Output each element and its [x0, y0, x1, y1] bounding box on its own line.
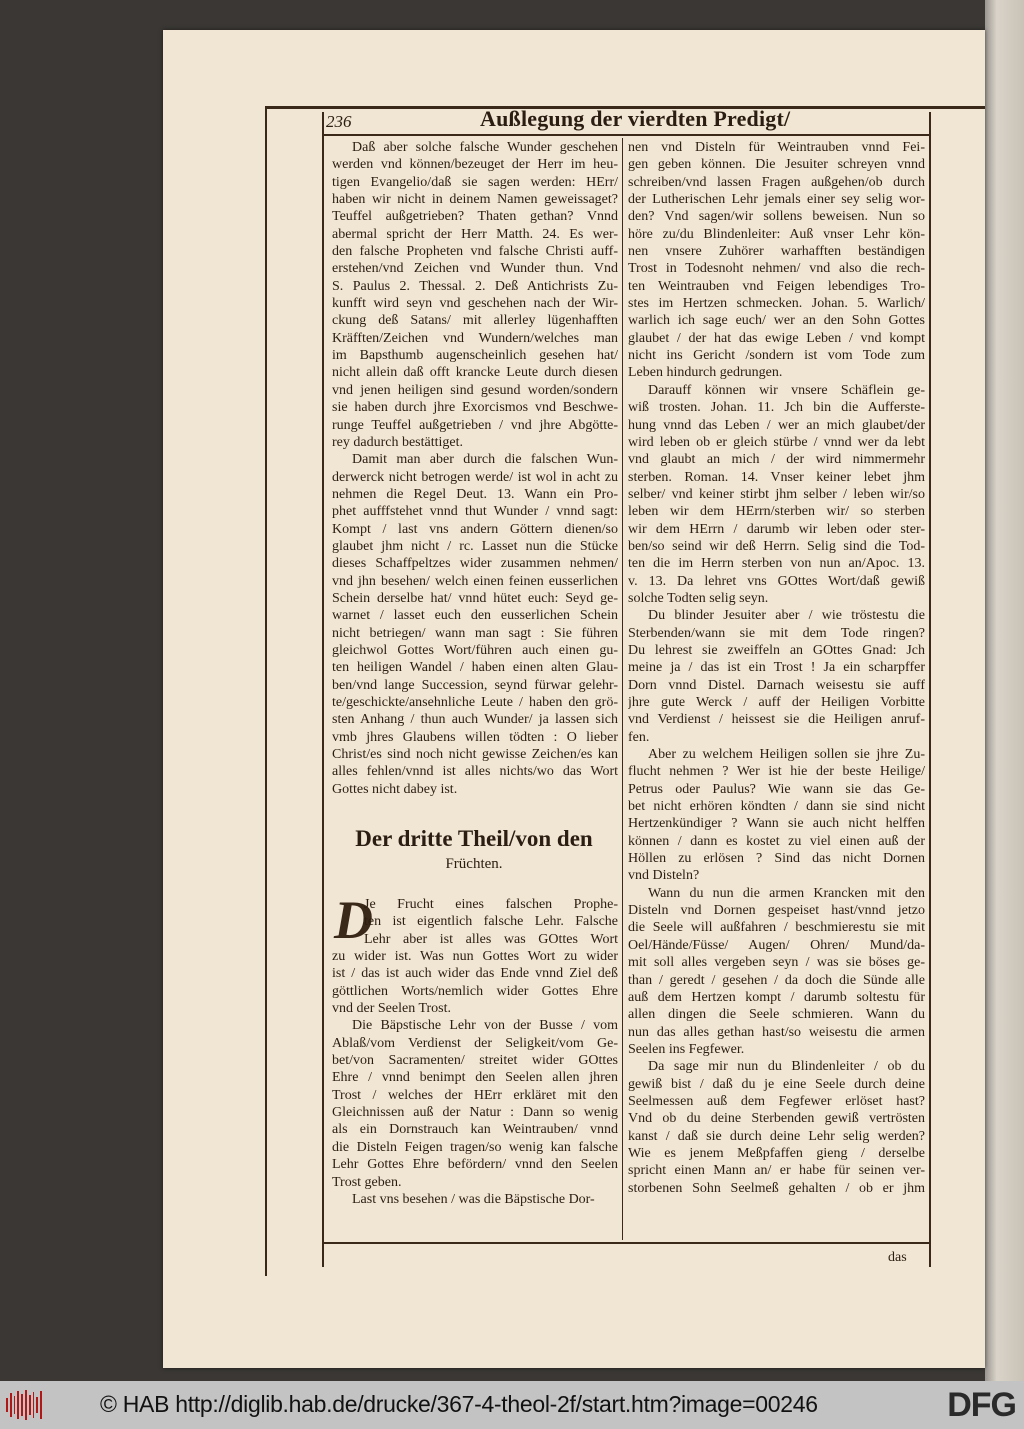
text-line: vmb jhres Glaubens willen tödten : O lieber	[332, 729, 618, 745]
text-line: nehmen die Regel Deut. 13. Wann ein Pro-	[332, 486, 618, 502]
text-line: Teuffel außgetrieben? Thaten gethan? Vnnd	[332, 209, 618, 225]
text-line: der Lutherischen Lehr jemals einer sey selig wor-	[628, 192, 925, 208]
section-heading: Der dritte Theil/von den	[355, 826, 593, 851]
text-line: ckung deß Satans/ mit allerley lügenhafften	[332, 313, 618, 329]
text-line: können / dann es kostet zu viel einen auß der	[628, 833, 925, 849]
text-line: Ablaß/vom Verdienst der Seligkeit/vom Ge-	[332, 1035, 618, 1051]
page-number: 236	[326, 112, 352, 131]
text-line: ten heiligen Wandel / haben einen alten Glau-	[332, 660, 618, 676]
text-line: nicht allein daß offt krancke Leute durch diesen	[332, 365, 618, 381]
text-line: Darauff können wir vnsere Schäflein ge-	[648, 382, 925, 398]
text-line: Du lehrest sie zweiffeln an GOttes Gnad: Jch	[628, 642, 925, 658]
text-line: kanst / daß sie durch deine Lehr selig werden?	[628, 1128, 925, 1144]
text-line: hung vnnd das Leben / wer an mich glaubet/der	[628, 417, 925, 433]
text-line: nen vnsere Zuhörer warhafften beständigen	[628, 244, 925, 260]
text-line: Gleichnissen auß der Natur : Dann so wenig	[332, 1105, 618, 1121]
text-line: alles fehlen/vnnd ist alles nichts/wo das Wort	[332, 764, 618, 780]
text-line: jhre gute Werck / auff der Heiligen Vorbitte	[628, 695, 925, 710]
text-line: Dorn vnnd Distel. Darnach weisestu sie auff	[628, 677, 925, 693]
text-line: Höllen zu erlösen ? Sind das nicht Dornen	[628, 851, 925, 867]
text-line: gen geben können. Die Jesuiter schreyen vnnd	[628, 157, 925, 173]
text-line: derwerck nicht betrogen werde/ ist wol in acht zu	[332, 469, 618, 485]
text-line: Hertzenkündiger ? Wann sie auch nicht helffen	[628, 816, 925, 832]
text-line: te/geschickte/ansehnliche Leute / haben den grö-	[332, 695, 618, 710]
text-line: S. Paulus 2. Thessal. 2. Deß Antichrists Zu-	[332, 278, 618, 294]
outer-left-rule	[265, 106, 267, 1276]
text-line: Oel/Hände/Füsse/ Augen/ Ohren/ Mund/da-	[628, 937, 925, 953]
text-line: Aber zu welchem Heiligen sollen sie jhre Zu-	[648, 747, 925, 763]
footer-bar	[0, 1381, 1024, 1429]
text-line: göttlichen Worts/nemlich wider Gottes Ehre	[332, 983, 618, 999]
text-line: Lehr Gottes Ehre befördern/ vnnd den Seelen	[332, 1157, 618, 1173]
drop-cap: D	[334, 890, 373, 950]
text-line: Kompt / last vns andern Göttern dienen/so	[332, 521, 618, 537]
text-line: vnd Disteln?	[628, 868, 700, 884]
text-line: vnd jhn besehen/ welch einen feinen eusserlichen	[332, 573, 618, 589]
text-line: Disteln vnd Dornen gespeiset hast/vnnd jetzo	[628, 903, 925, 919]
text-line: abermal spricht der Herr Matth. 24. Es wer-	[332, 226, 618, 242]
text-line: sten Anhang / thun auch Wunder/ ja lassen sich	[332, 712, 618, 728]
text-line: Vnd ob du deine Sterbenden gewiß vertrösten	[628, 1111, 925, 1127]
text-line: ten ist eigentlich falsche Lehr. Falsche	[364, 914, 618, 930]
column-divider	[622, 138, 623, 1240]
text-line: selber/ vnd keiner stirbt jhm selber / leben wir/so	[628, 486, 925, 502]
text-line: than / geredt / gesehen / da doch die Sünde alle	[628, 972, 925, 988]
text-line: flucht nehmen ? Wer ist hie der beste Heilige/	[628, 764, 925, 780]
text-line: die Seele will außfahren / beschmierestu sie mit	[628, 920, 925, 936]
text-line: Seelen ins Fegfewer.	[628, 1041, 745, 1057]
text-line: Schein derselbe hat/ vnnd hütet euch: Seyd ge-	[332, 590, 618, 606]
text-line: warlich ich sage euch/ wer an den Sohn Gottes	[628, 313, 925, 329]
text-line: Gottes nicht dabey ist.	[332, 781, 458, 797]
text-line: spricht einen Mann an/ er habe für seinen ver-	[628, 1163, 925, 1179]
text-line: solche Todten selig seyn.	[628, 590, 769, 606]
text-line: meine ja / das ist ein Trost ! Ja ein scharpffer	[628, 660, 925, 676]
text-line: Last vns besehen / was die Bäpstische Dor-	[352, 1191, 595, 1207]
text-line: leben wir dem HErrn/sterben wir/ so sterben	[628, 504, 925, 520]
text-line: wir dem HErrn / darumb wir leben oder ster-	[628, 521, 925, 537]
right-rule	[929, 112, 931, 1267]
catchword: das	[888, 1250, 907, 1265]
text-line: storbenen Sohn Seelmeß gehalten / ob er jhm	[628, 1180, 925, 1196]
left-column-text-2	[332, 896, 618, 1208]
text-line: Christ/es sind noch nicht gewisse Zeichen/es kan	[332, 747, 618, 763]
text-line: kunfft wird seyn vnd geschehen nach der Wir-	[332, 296, 618, 312]
text-line: nun das alles gethan hast/so weisestu die armen	[628, 1024, 925, 1040]
text-line: ben/vnd lange Succession, seynd fürwar gelehr-	[332, 677, 618, 693]
text-line: rey dadurch bestättiget.	[332, 434, 464, 450]
text-line: ten Weintrauben vnd Feigen lebendiges Tro-	[628, 278, 925, 294]
text-line: als ein Dornstrauch kan Weintrauben/ vnnd	[332, 1122, 618, 1138]
text-line: Daß aber solche falsche Wunder geschehen	[352, 140, 618, 155]
text-line: vnd Verdienst / heissest sie die Heiligen anruf-	[628, 712, 925, 728]
text-line: Da sage mir nun du Blindenleiter / ob du	[648, 1059, 925, 1075]
text-line: sterben. Roman. 14. Vnser keiner lebet jhm	[628, 469, 925, 485]
text-line: Damit man aber durch die falschen Wun-	[352, 452, 618, 468]
text-line: Trost in Todesnoht nehmen/ vnd also die rech-	[628, 261, 925, 277]
text-line: ben/so seind wir deß Herrn. Selig sind die Tod-	[628, 538, 925, 554]
text-line: den? Vnd sagen/wir sollens beweisen. Nun so	[628, 209, 925, 225]
text-line: den falsche Propheten vnd falsche Christi auff-	[332, 244, 618, 260]
text-line: die Disteln Feigen tragen/so wenig kan falsche	[332, 1139, 618, 1155]
text-line: Wann du nun die armen Krancken mit den	[648, 885, 925, 901]
text-line: Wie es jenem Meßpfaffen gieng / derselbe	[628, 1145, 925, 1161]
inner-left-rule	[322, 112, 324, 1267]
section-subheading: Früchten.	[445, 856, 503, 872]
text-line: Petrus oder Paulus? Wie wann sie das Ge-	[628, 781, 925, 797]
adjacent-page-edge	[985, 0, 1024, 1381]
running-title: Außlegung der vierdten Predigt/	[480, 106, 791, 131]
text-line: v. 13. Da lehret vns GOttes Wort/daß gewiß	[628, 573, 925, 589]
text-line: ten die im Herrn sterben von nun an/Apoc. 13.	[628, 556, 925, 572]
text-line: Kräfften/Zeichen vnd Wundern/welches man	[332, 330, 618, 346]
text-line: Lehr aber ist alles was GOttes Wort	[364, 931, 618, 947]
text-line: allen dingen die Seele schmieren. Wann du	[628, 1007, 925, 1023]
text-line: ist / das ist auch wider das Ende vnnd Ziel deß	[332, 966, 618, 982]
dfg-logo: DFG	[947, 1386, 1016, 1424]
text-line: glaubet jhm nicht / rc. Lasset nun die Stücke	[332, 538, 618, 554]
text-line: Je Frucht eines falschen Prophe-	[364, 897, 618, 912]
text-line: wird leben ob er gleich stürbe / vnnd wer da lebt	[628, 434, 925, 450]
header-rule	[322, 134, 930, 136]
text-line: schreiben/vnd lassen Fragen außgehen/ob durch	[628, 174, 925, 190]
text-line: Trost geben.	[332, 1174, 402, 1190]
text-line: vnd jenen heiligen sind gesund worden/sondern	[332, 382, 618, 398]
text-line: gleichwol Gottes Wort/führen auch einen gu-	[332, 642, 618, 658]
text-line: auß dem Hertzen kompt / darumb soltestu für	[628, 989, 925, 1005]
text-line: tigen Evangelio/daß sie sagen werden: HErr/	[332, 174, 618, 190]
text-line: Sterbenden/wann sie mit dem Tode ringen?	[628, 625, 925, 641]
text-line: warnet / lasset euch den eusserlichen Schein	[332, 608, 618, 624]
text-line: Ehre / vnnd benimpt den Seelen allen jhren	[332, 1070, 618, 1086]
hab-logo-icon	[6, 1390, 42, 1420]
text-line: Trost / welches der HErr erkläret mit den	[332, 1087, 618, 1103]
text-line: vnd der Seelen Trost.	[332, 1001, 451, 1017]
text-line: zu wider ist. Was nun Gottes Wort zu wider	[332, 949, 618, 965]
text-line: mit soll alles vergeben seyn / was sie böses ge-	[628, 955, 925, 971]
text-line: dieses Schaffpeltzes wider zusammen nehmen/	[332, 556, 618, 572]
text-line: nicht ins Gericht /sondern ist vom Tode zum	[628, 348, 925, 364]
bottom-rule	[322, 1242, 930, 1244]
text-line: bet nicht erhören köndten / dann sie sind nicht	[628, 799, 925, 815]
text-line: haben wir nicht in deinem Namen geweissaget?	[332, 192, 618, 208]
left-column-text	[332, 139, 618, 798]
text-line: vnd glaubt an mich / der wird nimmermehr	[628, 452, 925, 468]
copyright-url: © HAB http://diglib.hab.de/drucke/367-4-theol-2f/start.htm?image=00246	[100, 1391, 818, 1417]
text-line: bet/von Sacramenten/ streitet wider GOttes	[332, 1053, 618, 1069]
text-line: runge Teuffel außgetrieben / vnd jhre Abgötte-	[332, 417, 618, 433]
text-line: sie haben durch jhre Exorcismos vnd Beschwe-	[332, 400, 618, 416]
text-line: höre zu/du Blindenleiter: Auß vnser Lehr kön-	[628, 226, 925, 242]
text-line: nicht betriegen/ wann man sagt : Sie führen	[332, 625, 618, 641]
text-line: wiß trosten. Johan. 11. Jch bin die Aufferste-	[628, 400, 925, 416]
text-line: Seelmessen auß dem Fegfewer erlöset hast?	[628, 1093, 925, 1109]
text-line: gewiß bist / daß du je eine Seele durch deine	[628, 1076, 925, 1092]
right-column-text	[628, 139, 925, 1197]
text-line: Du blinder Jesuiter aber / wie tröstestu die	[648, 608, 925, 624]
text-line: glaubet / der hat das ewige Leben / vnd kompt	[628, 330, 925, 346]
text-line: fen.	[628, 729, 650, 745]
text-line: Leben hindurch gedrungen.	[628, 365, 783, 381]
text-line: phet aufffstehet vnnd thut Wunder / vnnd sagt:	[332, 504, 618, 520]
text-line: im Bapsthumb augenscheinlich gesehen hat/	[332, 348, 618, 364]
text-line: nen vnd Disteln für Weintrauben vnnd Fei-	[628, 140, 925, 155]
text-line: Die Bäpstische Lehr von der Busse / vom	[352, 1018, 618, 1034]
text-line: stes im Hertzen schmecken. Johan. 5. Warlich/	[628, 296, 925, 312]
text-line: erstehen/vnd Zeichen vnd Wunder thun. Vnd	[332, 261, 618, 277]
text-line: werden vnd können/bezeuget der Herr im heu-	[332, 157, 618, 173]
